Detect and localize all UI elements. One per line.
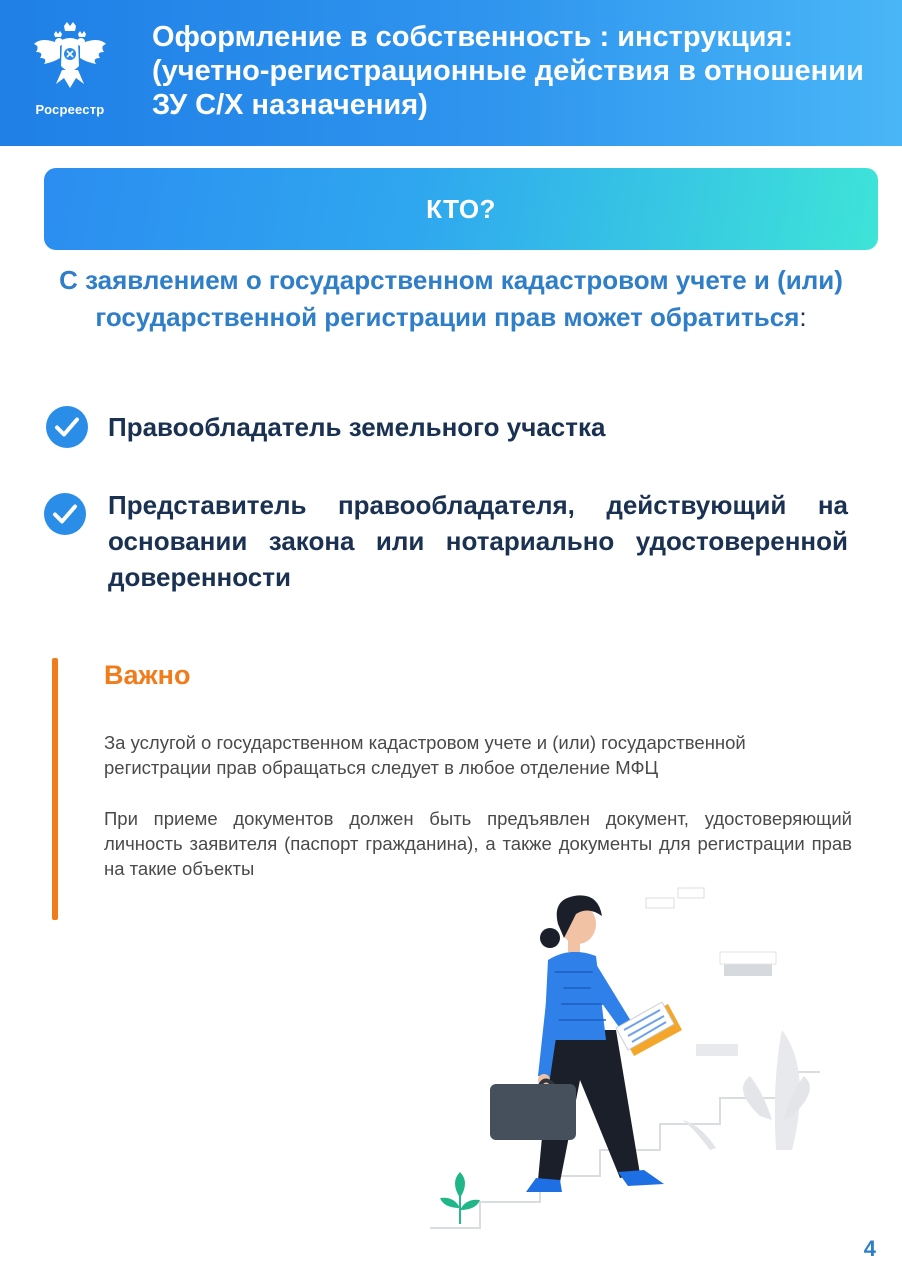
checkmark-circle-icon [45,405,89,449]
kto-banner-label: КТО? [426,193,496,224]
intro-text-body: С заявлением о государственном кадастровом учете и (или) государственной регистрации прав может обратиться [59,265,843,332]
checkmark-circle-icon [43,492,87,536]
intro-text [40,262,862,336]
logo-text: Росреестр [35,102,105,117]
woman-climbing-stairs-illustration [420,880,820,1240]
important-paragraph-mfc: За услугой о государственном кадастровом учете и (или) государственной регистрации прав обращаться следует в любое отделение МФЦ [104,732,746,778]
important-title: Важно [104,660,191,690]
intro-colon: : [799,302,807,332]
important-accent-bar [52,658,58,920]
kto-banner [44,168,878,250]
page-title: Оформление в собственность : инструкция: (учетно-регистрационные действия в отношении ЗУ С/Х назначения) [152,21,864,121]
rosreestr-logo [22,22,118,122]
list-item-representative: Представитель правообладателя, действующий на основании закона или нотариально удостоверенной доверенности [108,490,848,592]
eagle-emblem-icon [32,22,108,96]
list-item-owner: Правообладатель земельного участка [108,412,606,442]
header [0,0,902,146]
important-paragraph-documents: При приеме документов должен быть предъявлен документ, удостоверяющий личность заявителя (паспорт гражданина), а также документы для регистрации прав на такие объекты [104,808,852,879]
page-number: 4 [863,1236,876,1261]
